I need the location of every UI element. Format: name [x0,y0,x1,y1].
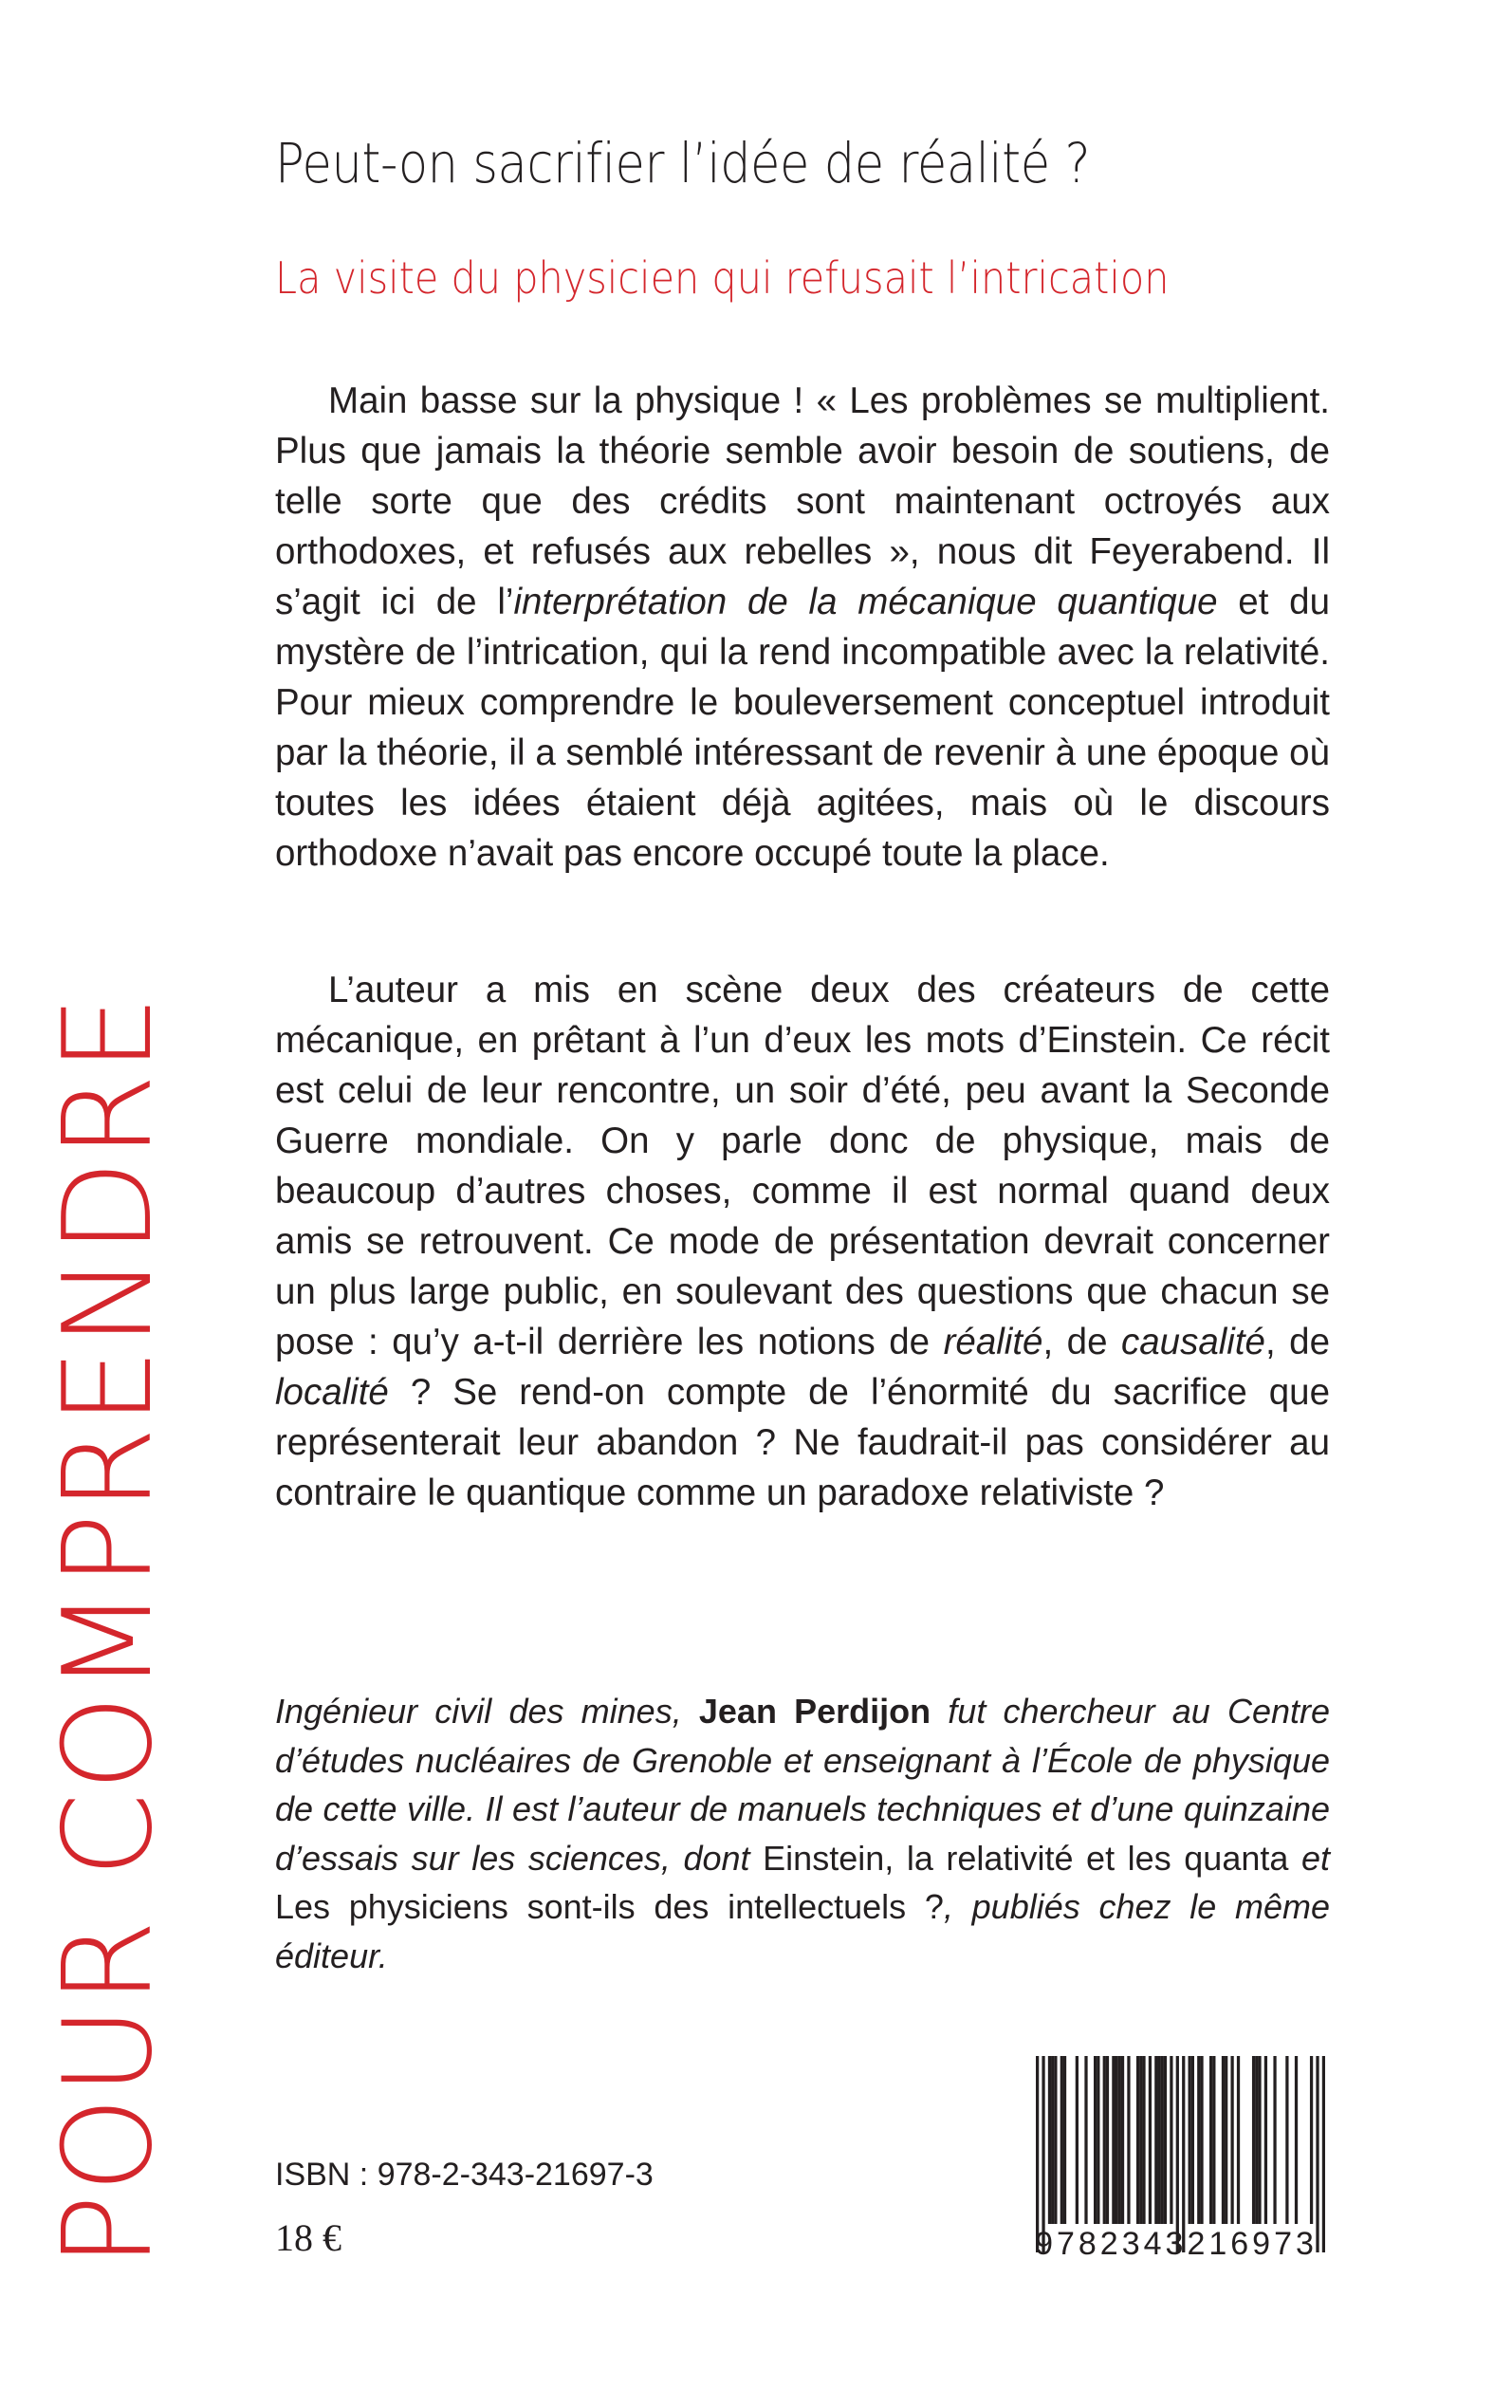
barcode-bar [1222,2056,1225,2224]
barcode-bar [1164,2056,1167,2224]
barcode-bar [1112,2056,1115,2224]
barcode-bar [1157,2056,1160,2224]
barcode-bar [1076,2056,1079,2224]
barcode-digits: 9782343216973 [1035,2226,1318,2262]
barcode-bar [1212,2056,1215,2224]
barcode-bar [1149,2056,1152,2224]
collection-name-vertical: POUR COMPRENDRE [38,993,179,2268]
barcode-bar [1170,2056,1172,2224]
barcode-bar [1127,2056,1130,2224]
isbn: ISBN : 978-2-343-21697-3 [275,2157,654,2193]
barcode-bar [1103,2056,1106,2224]
book-title: Einstein, la relativité et les quanta [763,1838,1289,1878]
barcode-bar [1182,2056,1185,2252]
barcode-bar [1048,2056,1051,2224]
barcode-bar [1295,2056,1298,2224]
barcode-bar [1285,2056,1288,2224]
paragraph-text: , de [1264,1322,1330,1362]
price: 18 € [275,2216,341,2259]
barcode-bar [1322,2056,1325,2252]
barcode-bar [1176,2056,1179,2252]
author-name: Jean Perdijon [698,1692,931,1731]
barcode-bar [1036,2056,1039,2252]
barcode-bar [1258,2056,1261,2224]
barcode-bar [1136,2056,1139,2224]
barcode-bar [1189,2056,1191,2224]
barcode-bar [1042,2056,1044,2252]
bio-text: fut chercheur au Centre d’études nucléaires de Grenoble et enseignant à l’École de physique de cette ville. Il est l’auteur de manuels techniques et d’une quinzaine d’essais sur les sciences, dont [275,1692,1331,1878]
barcode-bar [1200,2056,1203,2224]
paragraph-text: L’auteur a mis en scène deux des créateurs de cette mécanique, en prêtant à l’un d’eux les mots d’Einstein. Ce récit est celui de leur rencontre, un soir d’été, peu avant la Seconde Guerre mondiale. On y parle donc de physique, mais de beaucoup d’autres choses, comme il est normal quand deux amis se retrouvent. Ce mode de présentation devrait concerner un plus large public, en soulevant des questions que chacun se pose : qu’y a-t-il derrière les notions de [275,970,1330,1362]
paragraph-text: ? Se rend-on compte de l’énormité du sacrifice que représenterait leur abandon ? Ne faudrait-il pas considérer au contraire le quantique comme un paradoxe relativiste ? [275,1372,1330,1513]
barcode-bar [1106,2056,1109,2224]
bio-text: Ingénieur civil des mines, [275,1692,699,1731]
description-paragraph-1 [275,376,1330,879]
barcode-bar [1118,2056,1121,2224]
barcode-bar [1121,2056,1124,2224]
barcode-bar [1094,2056,1097,2224]
barcode-bar [1230,2056,1233,2224]
barcode-bar [1063,2056,1066,2224]
barcode [1036,2056,1325,2252]
description-paragraph-2 [275,965,1330,1518]
barcode-bar [1316,2056,1318,2252]
barcode-bar [1051,2056,1054,2224]
barcode-bar [1273,2056,1276,2224]
barcode-bar [1154,2056,1157,2224]
book-title: Les physiciens sont-ils des intellectuels ? [275,1887,944,1926]
paragraph-text: , de [1042,1322,1122,1362]
barcode-bar [1191,2056,1194,2224]
barcode-bar [1060,2056,1063,2224]
barcode-bar [1054,2056,1057,2224]
paragraph-italic: localité [275,1372,389,1413]
barcode-bar [1252,2056,1255,2224]
bio-text: et [1288,1838,1330,1878]
paragraph-italic: causalité [1121,1322,1265,1362]
barcode-bar [1255,2056,1258,2224]
barcode-bar [1209,2056,1212,2224]
barcode-bar [1161,2056,1164,2224]
barcode-bar [1115,2056,1117,2224]
barcode-bar [1197,2056,1200,2224]
barcode-bar [1084,2056,1087,2224]
barcode-bar [1097,2056,1099,2224]
barcode-bar [1139,2056,1142,2224]
subtitle: La visite du physicien qui refusait l’intrication [275,252,1170,304]
barcode-bar [1264,2056,1267,2224]
paragraph-italic: interprétation de la mécanique quantique [513,582,1218,622]
paragraph-text: et du mystère de l’intrication, qui la rend incompatible avec la relativité. Pour mieux comprendre le bouleversement conceptuel introduit par la théorie, il a semblé intéressant de revenir à une époque où toutes les idées étaient déjà agitées, mais où le discours orthodoxe n’avait pas encore occupé toute la place. [275,582,1330,874]
paragraph-text: Main basse sur la physique ! « Les problèmes se multiplient. Plus que jamais la théorie semble avoir besoin de soutiens, de telle sorte que des crédits sont maintenant octroyés aux orthodoxes, et refusés aux rebelles », nous dit Feyerabend. Il s’agit ici de l’ [275,380,1330,622]
barcode-bar [1310,2056,1313,2224]
paragraph-italic: réalité [943,1322,1043,1362]
bio-text: , publiés chez le même éditeur. [275,1887,1330,1975]
author-bio [275,1687,1330,1980]
barcode-bar [1225,2056,1227,2224]
page-title: Peut-on sacrifier l’idée de réalité ? [275,131,1091,195]
barcode-bar [1142,2056,1145,2224]
barcode-bar [1237,2056,1240,2224]
